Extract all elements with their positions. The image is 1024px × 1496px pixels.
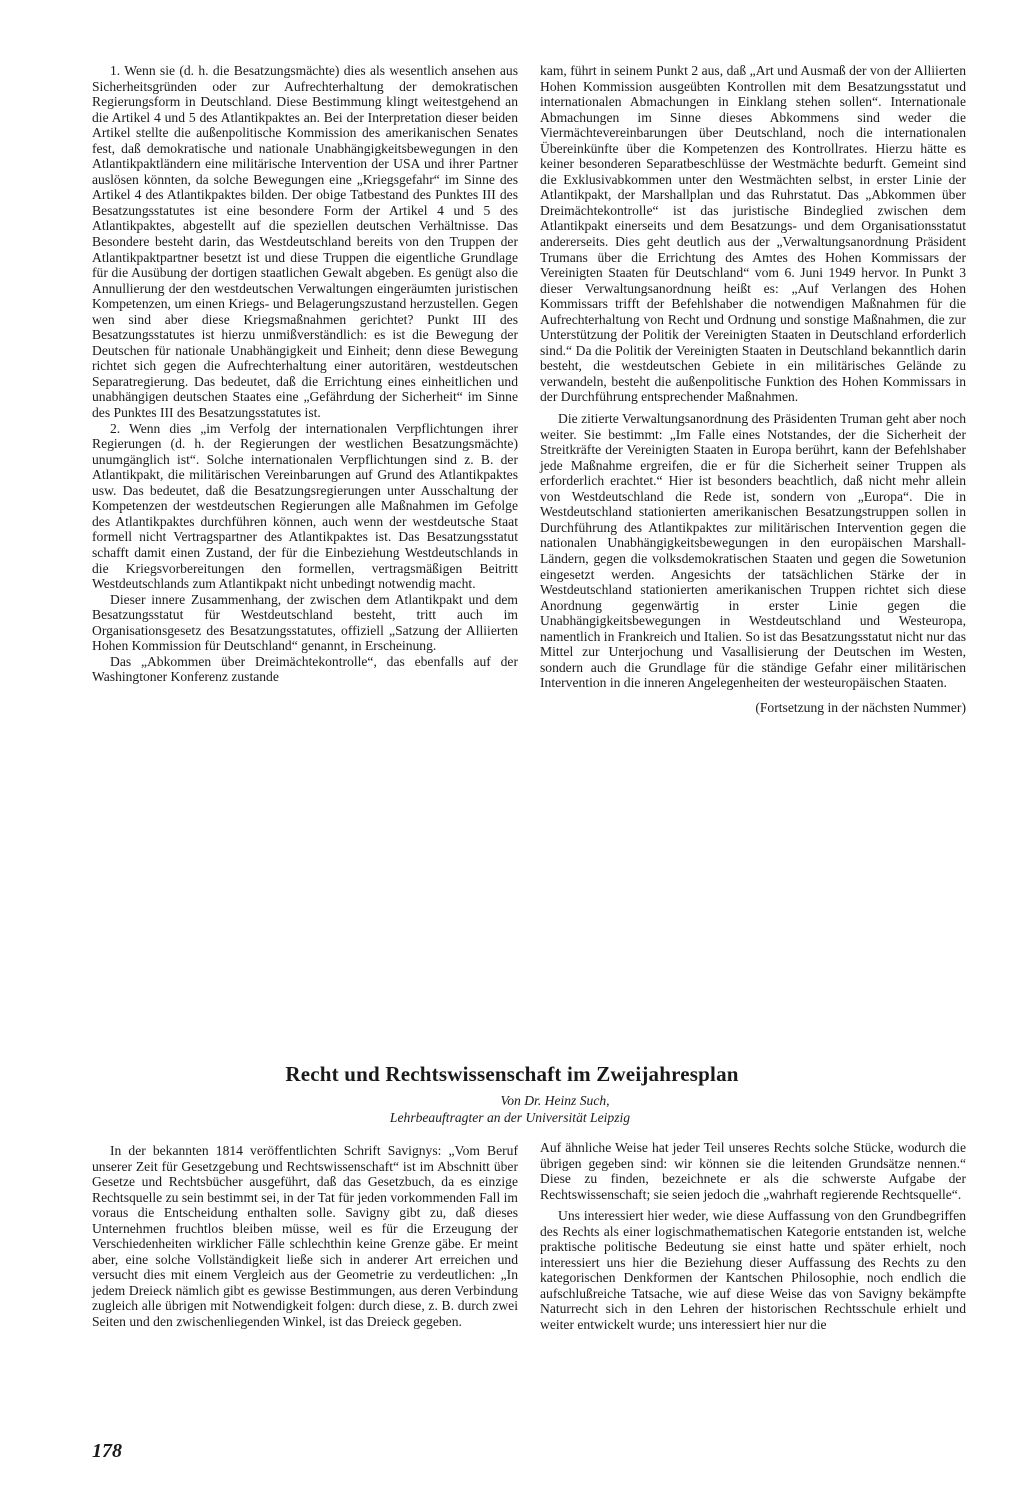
page-number: 178 — [92, 1440, 122, 1462]
article-left-column — [92, 1143, 518, 1330]
paragraph: Uns interessiert hier weder, wie diese Auffassung von den Grundbegriffen des Rechts als einer logischmathematischen Kategorie entstanden ist, welche praktische politische Bedeutung sie einst hatte und später erhielt, noch interessiert uns hier die Beziehung dieser Auffassung des Rechts zu den kategorischen Denkformen der Kantschen Philosophie, noch endlich die aufschlußreiche Tatsache, wie auf diese Weise das von Savigny bekämpfte Naturrecht sich in den Lehren der historischen Rechtsschule erhielt und weiter entwickelt wurde; uns interessiert hier nur die — [540, 1208, 966, 1333]
paragraph: Die zitierte Verwaltungsanordnung des Präsidenten Truman geht aber noch weiter. Sie bestimmt: „Im Falle eines Notstandes, der die Sicherheit der Streitkräfte der Vereinigten Staaten in Europa berührt, kann der Befehlshaber jede Maßnahme ergreifen, die er für die Sicherheit seiner Truppen als erforderlich erachtet.“ Hier ist besonders beachtlich, daß nicht mehr allein von Westdeutschland die Rede ist, sondern von „Europa“. Die in Westdeutschland stationierten amerikanischen Besatzungstruppen sollen in Durchführung des Atlantikpaktes zur militärischen Intervention gegen die nationalen Unabhängigkeitsbewegungen in den europäischen Marshall-Ländern, gegen die volksdemokratischen Staaten und gegen die Sowetunion eingesetzt werden. Angesichts der tatsächlichen Stärke der in Westdeutschland stationierten amerikanischen Truppen richtet sich diese Anordnung gegenwärtig in erster Linie gegen die Unabhängigkeitsbewegungen in Westdeutschland und Westeuropa, namentlich in Frankreich und Italien. So ist das Besatzungsstatut nicht nur das Mittel zur Unterjochung und Vasallisierung der Deutschen im Westen, sondern auch die Grundlage für die ständige Gefahr einer militärischen Intervention in die inneren Angelegenheiten der westeuropäischen Staaten. — [540, 411, 966, 691]
paragraph: Dieser innere Zusammenhang, der zwischen dem Atlantikpakt und dem Besatzungsstatut für Westdeutschland besteht, tritt auch im Organisationsgesetz des Besatzungsstatutes, offiziell „Satzung der Alliierten Hohen Kommission für Deutschland“ genannt, in Erscheinung. — [92, 591, 518, 654]
paragraph: kam, führt in seinem Punkt 2 aus, daß „Art und Ausmaß der von der Alliierten Hohen Kommission ausgeübten Kontrollen mit dem Besatzungsstatut und internationalen Abmachungen in Einklang stehen sollen“. Internationale Abmachungen im Sinne dieses Abkommens sind weder die Viermächtevereinbarungen über Deutschland, noch die internationalen Übereinkünfte über die Kompetenzen des Kontrollrates. Hierzu hätte es keiner besonderen Separatbeschlüsse der Westmächte bedurft. Gemeint sind die Exklusivabkommen unter den Westmächten selbst, in erster Linie der Atlantikpakt, der Marshallplan und das Ruhrstatut. Das „Abkommen über Dreimächtekontrolle“ ist das juristische Bindeglied zwischen dem Atlantikpakt einerseits und dem Besatzungs- und dem Organisationsstatut andererseits. Dies geht deutlich aus der „Verwaltungsanordnung Präsident Trumans über die Errichtung des Amtes des Hohen Kommissars der Vereinigten Staaten für Deutschland“ vom 6. Juni 1949 hervor. In Punkt 3 dieser Verwaltungsanordnung heißt es: „Auf Verlangen des Hohen Kommissars trifft der Befehlshaber die notwendigen Maßnahmen für die Aufrechterhaltung von Recht und Ordnung und sonstige Maßnahmen, die zur Unterstützung der Politik der Vereinigten Staaten in Deutschland erforderlich sind.“ Da die Politik der Vereinigten Staaten in Deutschland bekanntlich darin besteht, die westdeutschen Gebiete in ein militärisches Gelände zu verwandeln, besteht die außenpolitische Funktion des Hohen Kommissars in der Durchführung entsprechender Maßnahmen. — [540, 63, 966, 405]
paragraph: Das „Abkommen über Dreimächtekontrolle“, das ebenfalls auf der Washingtoner Konferenz zustande — [92, 653, 518, 685]
article-right-column — [540, 1140, 966, 1333]
article-title: Recht und Rechtswissenschaft im Zweijahresplan — [285, 1062, 739, 1086]
continuation-note: (Fortsetzung in der nächsten Nummer) — [755, 699, 966, 715]
top-right-column — [540, 63, 966, 715]
author-name: Von Dr. Heinz Such, — [500, 1093, 610, 1108]
byline — [320, 1092, 700, 1126]
paragraph: Auf ähnliche Weise hat jeder Teil unseres Rechts solche Stücke, wodurch die übrigen gegeben sind: wir können sie die leitenden Grundsätze nennen.“ Diese zu finden, bezeichnete er als die schwerste Aufgabe der Rechtswissenschaft; sie seien jedoch die „wahrhaft regierende Rechtsquelle“. — [540, 1140, 966, 1202]
paragraph: 1. Wenn sie (d. h. die Besatzungsmächte) dies als wesentlich ansehen aus Sicherheitsgründen oder zur Aufrechterhaltung der demokratischen Regierungsform in Deutschland. Diese Bestimmung klingt weitestgehend an die Artikel 4 und 5 des Atlantikpaktes an. Bei der Interpretation dieser beiden Artikel stellte die außenpolitische Kommission des amerikanischen Senates fest, daß demokratische und nationale Unabhängigkeitsbewegungen in den Atlantikpaktländern eine militärische Intervention der USA und ihrer Partner auslösen könnten, da solche Bewegungen eine „Kriegsgefahr“ im Sinne des Artikel 4 des Atlantikpaktes bilden. Der obige Tatbestand des Punktes III des Besatzungsstatutes ist eine besondere Form der Artikel 4 und 5 des Atlantikpaktes, abgestellt auf die speziellen deutschen Verhältnisse. Das Besondere besteht darin, das Westdeutschland bereits von den Truppen der Atlantikpaktpartner besetzt ist und diese Truppen die eigentliche Grundlage für die Ausübung der dortigen staatlichen Gewalt abgeben. Es genügt also die Annullierung der den westdeutschen Verwaltungen eingeräumten juristischen Kompetenzen, um einen Kriegs- und Belagerungszustand herzustellen. Gegen wen sind aber diese Kriegsmaßnahmen gerichtet? Punkt III des Besatzungsstatutes ist hierzu unmißverständlich: es ist die Bewegung der Deutschen für nationale Unabhängigkeit und Einheit; denn diese Bewegung richtet sich gegen die Aufrechterhaltung einer autoritären, westdeutschen Separatregierung. Das bedeutet, daß die Errichtung eines einheitlichen und unabhängigen deutschen Staates eine „Gefährdung der Sicherheit“ im Sinne des Punktes III des Besatzungsstatutes ist. — [92, 63, 518, 421]
top-left-column — [92, 63, 518, 685]
author-affiliation: Lehrbeauftragter an der Universität Leipzig — [389, 1110, 631, 1125]
paragraph: In der bekannten 1814 veröffentlichten Schrift Savignys: „Vom Beruf unserer Zeit für Gesetzgebung und Rechtswissenschaft“ ist im Abschnitt über Gesetze und Rechtsbücher ausgeführt, daß das Gesetzbuch, da es einzige Rechtsquelle zu sein bestimmt sei, in der Tat für jeden vorkommenden Fall im voraus die Entscheidung enthalten solle. Savigny gibt zu, daß dieses Unternehmen fruchtlos bleiben müsse, weil es für die Erzeugung der Verschiedenheiten wirklicher Fälle schlechthin keine Grenze gäbe. Er meint aber, eine solche Vollständigkeit ließe sich in anderer Art erreichen und versucht dies mit einem Vergleich aus der Geometrie zu verdeutlichen: „In jedem Dreieck nämlich gibt es gewisse Bestimmungen, aus deren Verbindung zugleich alle übrigen mit Notwendigkeit folgen: durch diese, z. B. durch zwei Seiten und den zwischenliegenden Winkel, ist das Dreieck gegeben. — [92, 1143, 518, 1330]
paragraph: 2. Wenn dies „im Verfolg der internationalen Verpflichtungen ihrer Regierungen (d. h. der Regierungen der westlichen Besatzungsmächte) unumgänglich ist“. Solche internationalen Verpflichtungen sind z. B. der Atlantikpakt, die militärischen Vereinbarungen auf Grund des Atlantikpaktes usw. Das bedeutet, daß die Besatzungsregierungen unter Ausschaltung der Kompetenzen der westdeutschen Regierungen alle Maßnahmen im Gefolge des Atlantikpaktes durchführen können, auch wenn der westdeutsche Staat formell nicht Vertragspartner des Atlantikpaktes ist. Das Besatzungsstatut schafft damit einen Zustand, der für die Einbeziehung Westdeutschlands in die Kriegsvorbereitungen den formellen, vertragsmäßigen Beitritt Westdeutschlands zum Atlantikpakt nicht unbedingt notwendig macht. — [92, 420, 518, 592]
